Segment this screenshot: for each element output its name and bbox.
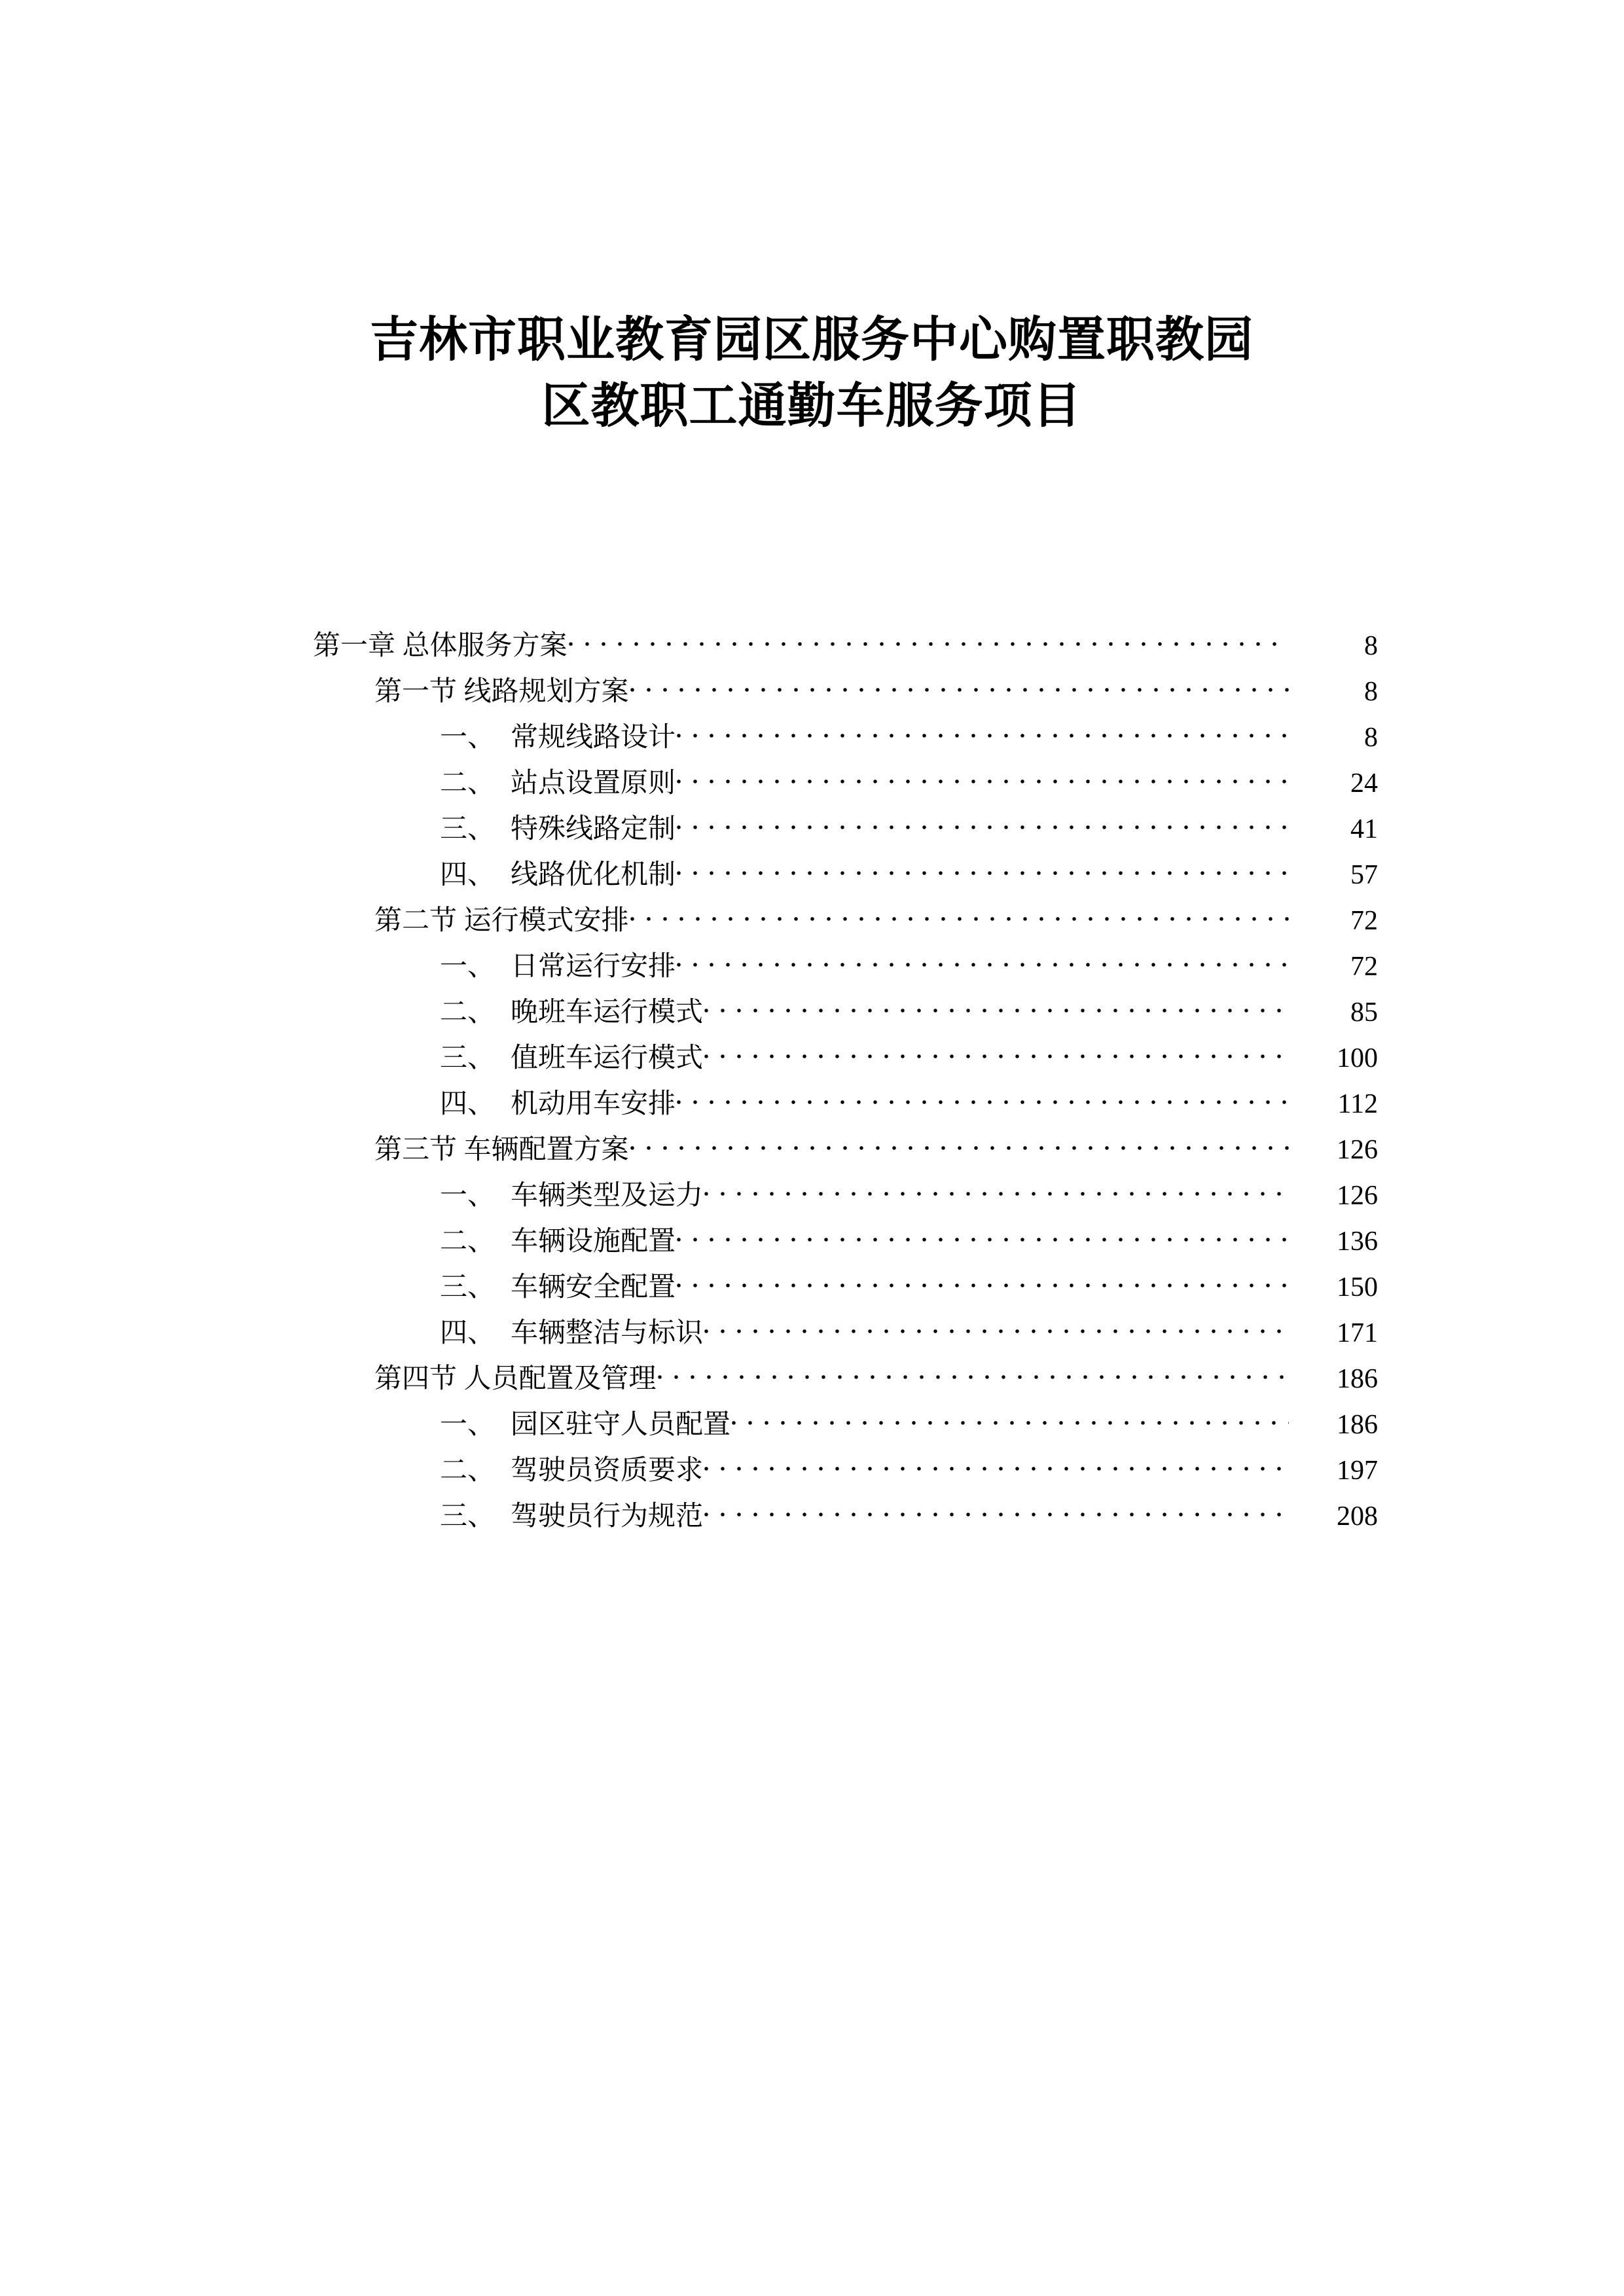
- toc-entry-label: 第一章 总体服务方案: [313, 631, 568, 661]
- toc-entry-page-number: 186: [1337, 1410, 1378, 1440]
- toc-leader-dots: [704, 1498, 1289, 1525]
- toc-entry-label: 第四节 人员配置及管理: [374, 1364, 657, 1394]
- toc-entry[interactable]: [0, 1127, 1624, 1173]
- toc-entry-label: 第二节 运行模式安排: [374, 906, 629, 936]
- toc-entry[interactable]: [0, 806, 1624, 852]
- toc-entry-page-number: 126: [1337, 1135, 1378, 1165]
- toc-leader-dots: [677, 1085, 1289, 1113]
- toc-entry-number: 三、: [440, 814, 496, 844]
- toc-entry[interactable]: [0, 1173, 1624, 1219]
- toc-leader-dots: [704, 994, 1289, 1021]
- toc-entry-page-number: 24: [1350, 768, 1378, 798]
- toc-entry-page-number: 112: [1337, 1089, 1378, 1119]
- toc-entry-number: 四、: [440, 1089, 496, 1119]
- toc-entry-label: 线路优化机制: [511, 860, 676, 890]
- toc-entry[interactable]: [0, 1402, 1624, 1448]
- toc-entry-label: 常规线路设计: [511, 723, 676, 753]
- toc-entry-label: 车辆设施配置: [511, 1227, 676, 1257]
- toc-entry-page-number: 8: [1364, 677, 1378, 707]
- toc-entry-number: 二、: [440, 768, 496, 798]
- toc-leader-dots: [677, 1268, 1289, 1296]
- toc-leader-dots: [677, 810, 1289, 838]
- toc-entry-page-number: 72: [1350, 906, 1378, 936]
- toc-entry-number: 三、: [440, 1272, 496, 1302]
- toc-leader-dots: [732, 1406, 1289, 1433]
- toc-entry[interactable]: [0, 1081, 1624, 1127]
- toc-entry-number: 三、: [440, 1501, 496, 1532]
- toc-entry-number: 四、: [440, 860, 496, 890]
- toc-entry-page-number: 186: [1337, 1364, 1378, 1394]
- table-of-contents: [0, 623, 1624, 1539]
- toc-entry[interactable]: [0, 669, 1624, 715]
- document-title-line-1: 吉林市职业教育园区服务中心购置职教园: [370, 314, 1254, 367]
- toc-entry-label: 日常运行安排: [511, 952, 676, 982]
- toc-entry-page-number: 41: [1350, 814, 1378, 844]
- toc-entry-number: 二、: [440, 1227, 496, 1257]
- document-title: [249, 308, 1375, 439]
- toc-entry[interactable]: [0, 898, 1624, 944]
- toc-leader-dots: [630, 1131, 1289, 1158]
- toc-entry-label: 车辆整洁与标识: [511, 1318, 704, 1348]
- toc-entry[interactable]: [0, 1448, 1624, 1494]
- toc-entry[interactable]: [0, 623, 1624, 669]
- toc-entry-page-number: 126: [1337, 1181, 1378, 1211]
- toc-entry-page-number: 150: [1337, 1272, 1378, 1302]
- toc-entry-label: 车辆安全配置: [511, 1272, 676, 1302]
- toc-leader-dots: [677, 719, 1289, 746]
- toc-entry-page-number: 72: [1350, 952, 1378, 982]
- toc-entry-page-number: 171: [1337, 1318, 1378, 1348]
- toc-entry[interactable]: [0, 1310, 1624, 1356]
- toc-entry-number: 一、: [440, 723, 496, 753]
- toc-entry-page-number: 85: [1350, 997, 1378, 1028]
- toc-leader-dots: [630, 902, 1289, 929]
- toc-entry-label: 第三节 车辆配置方案: [374, 1135, 629, 1165]
- toc-entry-label: 特殊线路定制: [511, 814, 676, 844]
- toc-entry-number: 一、: [440, 1181, 496, 1211]
- toc-entry-label: 驾驶员行为规范: [511, 1501, 704, 1532]
- toc-leader-dots: [704, 1314, 1289, 1342]
- toc-entry[interactable]: [0, 1356, 1624, 1402]
- toc-leader-dots: [658, 1360, 1289, 1388]
- toc-entry-number: 一、: [440, 1410, 496, 1440]
- toc-entry[interactable]: [0, 1265, 1624, 1310]
- toc-leader-dots: [677, 764, 1289, 792]
- toc-entry-page-number: 8: [1364, 723, 1378, 753]
- toc-entry-label: 机动用车安排: [511, 1089, 676, 1119]
- document-title-line-2: 区教职工通勤车服务项目: [541, 379, 1082, 433]
- toc-leader-dots: [677, 856, 1289, 884]
- toc-entry-number: 二、: [440, 997, 496, 1028]
- toc-leader-dots: [677, 948, 1289, 975]
- toc-leader-dots: [630, 673, 1289, 700]
- toc-leader-dots: [569, 627, 1289, 655]
- toc-entry-label: 园区驻守人员配置: [511, 1410, 731, 1440]
- toc-leader-dots: [704, 1452, 1289, 1479]
- toc-entry-page-number: 57: [1350, 860, 1378, 890]
- toc-entry-page-number: 8: [1364, 631, 1378, 661]
- toc-entry[interactable]: [0, 990, 1624, 1035]
- toc-entry-number: 三、: [440, 1043, 496, 1073]
- toc-leader-dots: [704, 1039, 1289, 1067]
- toc-entry-number: 二、: [440, 1456, 496, 1486]
- toc-entry-label: 值班车运行模式: [511, 1043, 704, 1073]
- toc-entry[interactable]: [0, 715, 1624, 761]
- toc-entry-number: 四、: [440, 1318, 496, 1348]
- toc-entry-page-number: 197: [1337, 1456, 1378, 1486]
- toc-entry-page-number: 100: [1337, 1043, 1378, 1073]
- toc-entry[interactable]: [0, 852, 1624, 898]
- toc-entry[interactable]: [0, 1494, 1624, 1539]
- toc-entry-page-number: 208: [1337, 1501, 1378, 1532]
- toc-entry-number: 一、: [440, 952, 496, 982]
- toc-entry[interactable]: [0, 1219, 1624, 1265]
- toc-leader-dots: [677, 1223, 1289, 1250]
- toc-entry[interactable]: [0, 944, 1624, 990]
- toc-entry-label: 第一节 线路规划方案: [374, 677, 629, 707]
- toc-entry[interactable]: [0, 761, 1624, 806]
- toc-entry-label: 车辆类型及运力: [511, 1181, 704, 1211]
- toc-leader-dots: [704, 1177, 1289, 1204]
- toc-entry-label: 站点设置原则: [511, 768, 676, 798]
- toc-entry-page-number: 136: [1337, 1227, 1378, 1257]
- toc-entry-label: 晚班车运行模式: [511, 997, 704, 1028]
- toc-entry-label: 驾驶员资质要求: [511, 1456, 704, 1486]
- toc-entry[interactable]: [0, 1035, 1624, 1081]
